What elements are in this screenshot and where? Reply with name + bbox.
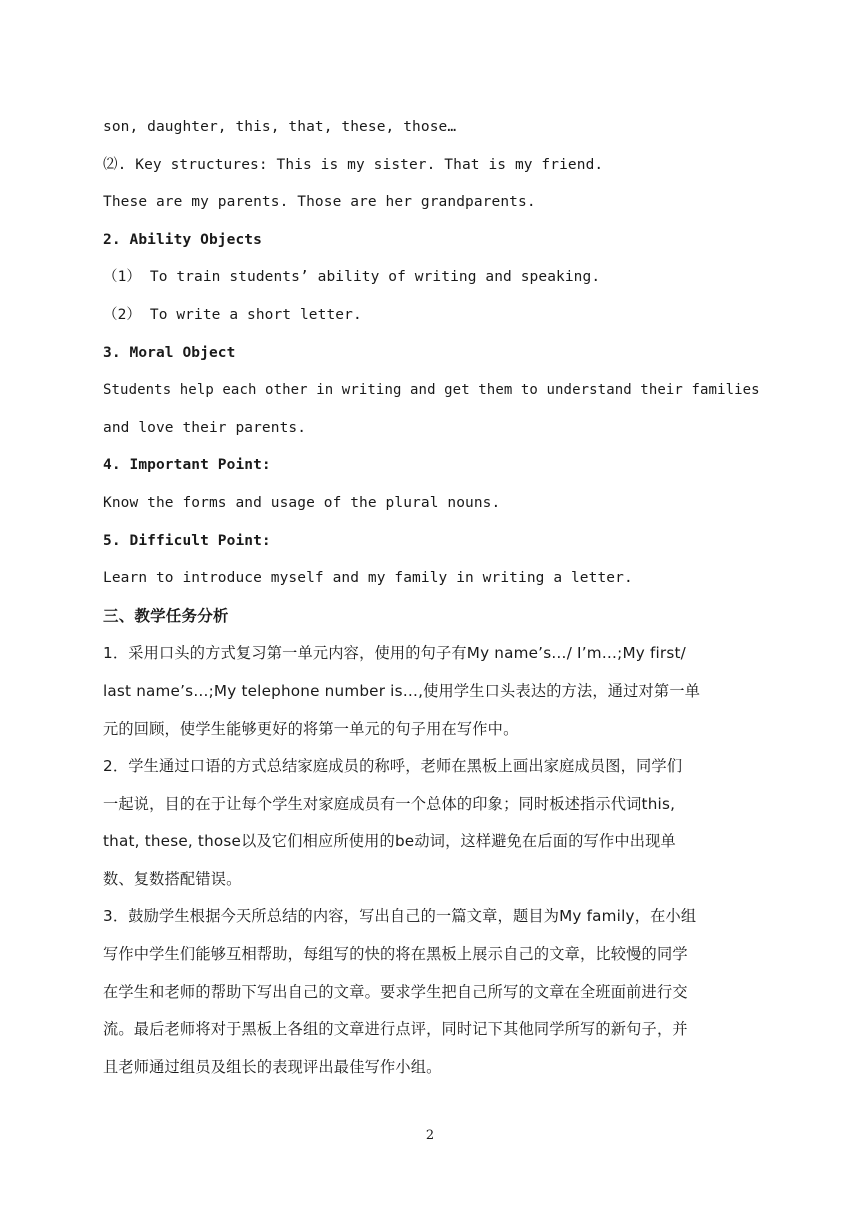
ability-objects-heading: 2. Ability Objects bbox=[103, 231, 262, 248]
paragraph-line: 3．鼓励学生根据今天所总结的内容，写出自己的一篇文章，题目为My family，在小组 bbox=[103, 907, 697, 926]
task-analysis-paragraph-1 bbox=[103, 640, 763, 753]
difficult-point-heading: 5. Difficult Point: bbox=[103, 532, 271, 549]
paragraph-line: that, these, those以及它们相应所使用的be动词，这样避免在后面的写作中出现单 bbox=[103, 832, 676, 851]
key-structures-line-2: These are my parents. Those are her grandparents. bbox=[103, 194, 536, 211]
paragraph-line: 流。最后老师将对于黑板上各组的文章进行点评，同时记下其他同学所写的新句子，并 bbox=[103, 1020, 688, 1039]
moral-object-text-1: Students help each other in writing and get them to understand their families bbox=[103, 382, 760, 399]
section-3-heading: 三、教学任务分析 bbox=[103, 606, 229, 625]
paragraph-line: 数、复数搭配错误。 bbox=[103, 869, 242, 888]
page-content bbox=[103, 114, 763, 1091]
paragraph-line: last name’s…;My telephone number is…,使用学生口头表达的方法，通过对第一单 bbox=[103, 681, 701, 700]
paragraph-line: 1．采用口头的方式复习第一单元内容，使用的句子有My name’s…/ I’m…;My first/ bbox=[103, 644, 686, 663]
task-analysis-paragraph-3 bbox=[103, 903, 763, 1091]
difficult-point-text: Learn to introduce myself and my family in writing a letter. bbox=[103, 570, 633, 587]
paragraph-line: 在学生和老师的帮助下写出自己的文章。要求学生把自己所写的文章在全班面前进行交 bbox=[103, 982, 688, 1001]
important-point-heading: 4. Important Point: bbox=[103, 457, 271, 474]
page-number: 2 bbox=[425, 1128, 435, 1143]
task-analysis-paragraph-2 bbox=[103, 753, 763, 903]
paragraph-line: 2．学生通过口语的方式总结家庭成员的称呼，老师在黑板上画出家庭成员图，同学们 bbox=[103, 757, 683, 776]
moral-object-text-2: and love their parents. bbox=[103, 419, 307, 436]
important-point-text: Know the forms and usage of the plural nouns. bbox=[103, 494, 501, 511]
vocabulary-line: son, daughter, this, that, these, those… bbox=[103, 119, 457, 135]
paragraph-line: 元的回顾，使学生能够更好的将第一单元的句子用在写作中。 bbox=[103, 719, 519, 738]
ability-item-1: （1） To train students’ ability of writing and speaking. bbox=[103, 269, 601, 286]
moral-object-heading: 3. Moral Object bbox=[103, 344, 236, 361]
key-structures-line: ⑵. Key structures: This is my sister. That is my friend. bbox=[103, 156, 604, 173]
paragraph-line: 且老师通过组员及组长的表现评出最佳写作小组。 bbox=[103, 1057, 442, 1076]
paragraph-line: 一起说，目的在于让每个学生对家庭成员有一个总体的印象；同时板述指示代词this, bbox=[103, 794, 676, 813]
paragraph-line: 写作中学生们能够互相帮助，每组写的快的将在黑板上展示自己的文章，比较慢的同学 bbox=[103, 945, 688, 964]
ability-item-2: （2） To write a short letter. bbox=[103, 306, 362, 323]
